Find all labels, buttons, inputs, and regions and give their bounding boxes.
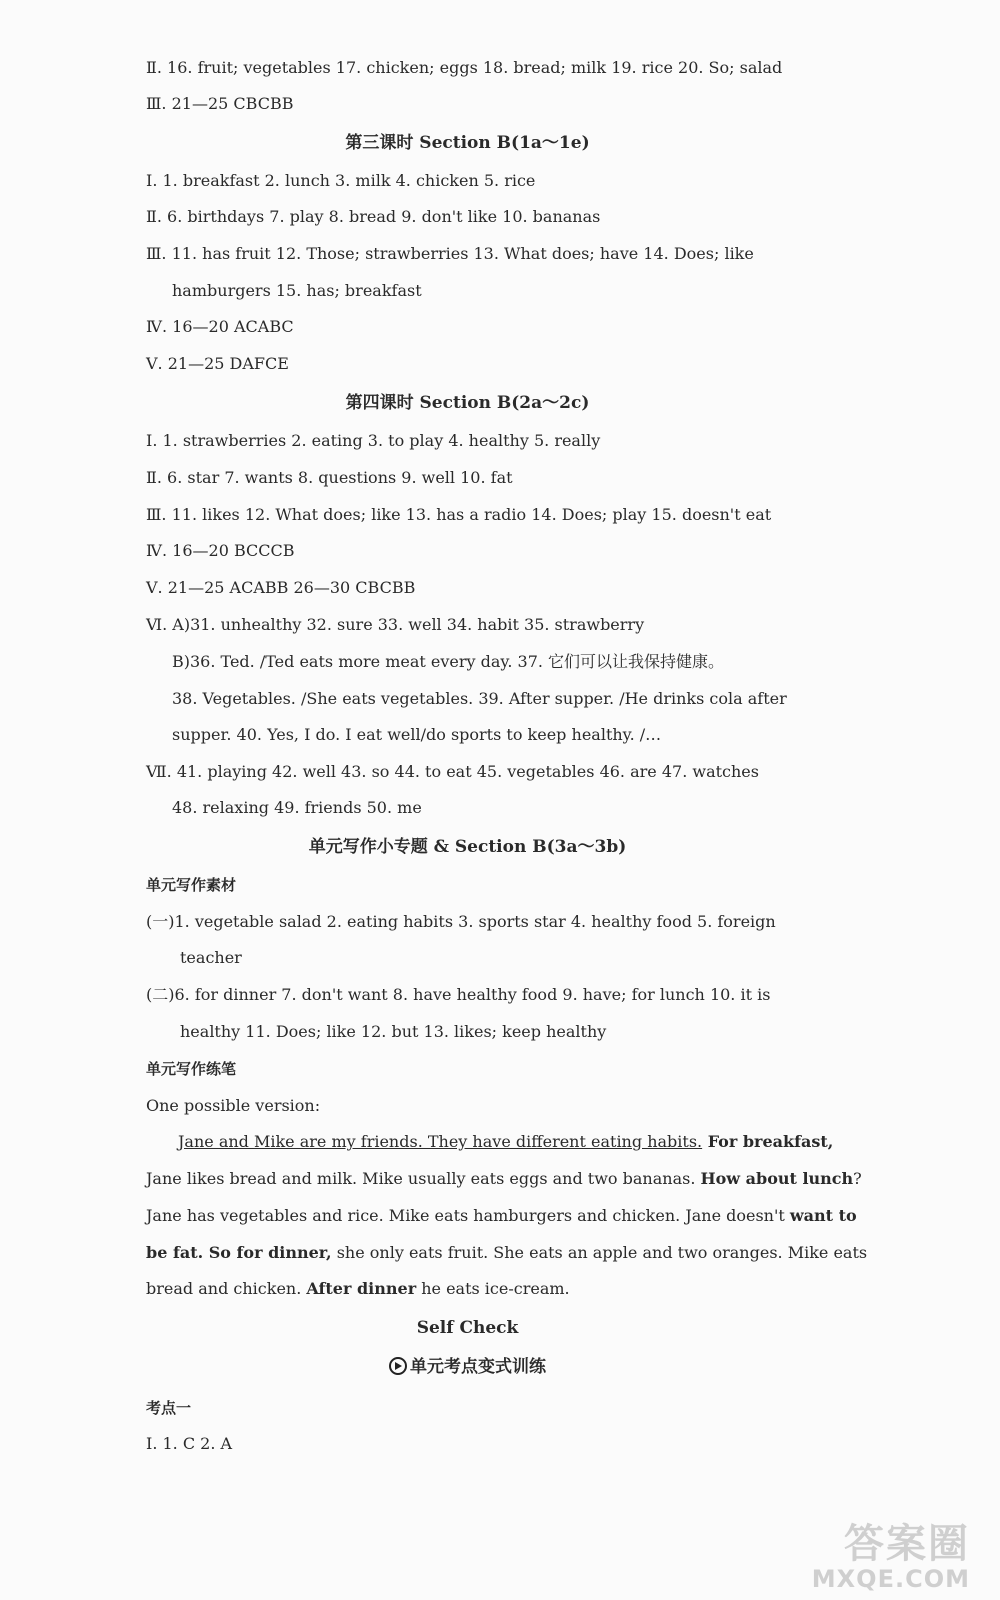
essay-line: [146, 1167, 960, 1191]
answer-line: Ⅰ. 1. C 2. A: [146, 1434, 233, 1453]
subsection-label: 考点一: [146, 1399, 192, 1417]
answer-line: supper. 40. Yes, I do. I eat well/do sports to keep healthy. /…: [172, 725, 662, 744]
answer-line: Ⅴ. 21—25 ACABB 26—30 CBCBB: [146, 578, 416, 597]
bold-phrase: After dinner: [306, 1279, 417, 1298]
subsection-label: 单元写作素材: [146, 876, 237, 894]
essay-text: ?: [853, 1169, 862, 1188]
heading-text: 单元考点变式训练: [410, 1357, 546, 1377]
essay-line: [146, 1277, 960, 1301]
answer-line: Ⅲ. 21—25 CBCBB: [146, 94, 294, 113]
answer-line: hamburgers 15. has; breakfast: [172, 281, 422, 300]
essay-text: Jane likes bread and milk. Mike usually eats eggs and two bananas.: [146, 1169, 701, 1188]
answer-line: One possible version:: [146, 1096, 321, 1115]
answer-line: Ⅳ. 16—20 BCCCB: [146, 541, 295, 560]
answer-line: Ⅰ. 1. breakfast 2. lunch 3. milk 4. chicken 5. rice: [146, 171, 536, 190]
answer-line: 38. Vegetables. /She eats vegetables. 39. After supper. /He drinks cola after: [172, 689, 787, 708]
essay-line: [146, 1241, 960, 1265]
section-heading: 第三课时 Section B(1a～1e): [345, 133, 590, 153]
answer-line: Ⅳ. 16—20 ACABC: [146, 317, 294, 336]
answer-line: (一)1. vegetable salad 2. eating habits 3. sports star 4. healthy food 5. foreign: [146, 912, 776, 931]
section-heading: 单元写作小专题 & Section B(3a～3b): [308, 837, 627, 857]
essay-line: [146, 1204, 960, 1228]
subsection-label: 单元写作练笔: [146, 1060, 237, 1078]
answer-line: Ⅲ. 11. likes 12. What does; like 13. has a radio 14. Does; play 15. doesn't eat: [146, 505, 772, 524]
answer-line: Ⅲ. 11. has fruit 12. Those; strawberries 13. What does; have 14. Does; like: [146, 244, 754, 263]
underlined-sentence: Jane and Mike are my friends. They have different eating habits.: [178, 1132, 703, 1151]
section-heading-with-icon: [0, 1354, 935, 1380]
answer-line: (二)6. for dinner 7. don't want 8. have healthy food 9. have; for lunch 10. it is: [146, 985, 771, 1004]
answer-line: Ⅱ. 16. fruit; vegetables 17. chicken; eggs 18. bread; milk 19. rice 20. So; salad: [146, 58, 783, 77]
answer-line: Ⅴ. 21—25 DAFCE: [146, 354, 289, 373]
essay-text: she only eats fruit. She eats an apple and two oranges. Mike eats: [331, 1243, 868, 1262]
play-circle-icon: [389, 1357, 407, 1375]
essay-text: he eats ice-cream.: [416, 1279, 570, 1298]
answer-line: teacher: [180, 948, 242, 967]
essay-line: [178, 1130, 960, 1154]
bold-phrase: For breakfast,: [702, 1132, 834, 1151]
watermark-top: 答案圈: [844, 1521, 970, 1567]
watermark-logo: [812, 1522, 970, 1592]
answer-line: Ⅵ. A)31. unhealthy 32. sure 33. well 34. habit 35. strawberry: [146, 615, 645, 634]
section-heading: Self Check: [416, 1318, 519, 1338]
section-heading: 第四课时 Section B(2a～2c): [345, 393, 590, 413]
answer-line: healthy 11. Does; like 12. but 13. likes; keep healthy: [180, 1022, 607, 1041]
answer-line: Ⅱ. 6. birthdays 7. play 8. bread 9. don't like 10. bananas: [146, 207, 601, 226]
answer-line: Ⅶ. 41. playing 42. well 43. so 44. to eat 45. vegetables 46. are 47. watches: [146, 762, 759, 781]
essay-text: bread and chicken.: [146, 1279, 307, 1298]
answer-line: Ⅰ. 1. strawberries 2. eating 3. to play 4. healthy 5. really: [146, 431, 601, 450]
answer-line: B)36. Ted. /Ted eats more meat every day. 37. 它们可以让我保持健康。: [172, 652, 725, 671]
answer-line: 48. relaxing 49. friends 50. me: [172, 798, 422, 817]
bold-phrase: want to: [789, 1206, 857, 1225]
bold-phrase: be fat. So for dinner,: [146, 1243, 332, 1262]
answer-line: Ⅱ. 6. star 7. wants 8. questions 9. well 10. fat: [146, 468, 513, 487]
watermark-bottom: MXQE.COM: [811, 1565, 970, 1593]
essay-text: Jane has vegetables and rice. Mike eats hamburgers and chicken. Jane doesn't: [146, 1206, 790, 1225]
bold-phrase: How about lunch: [700, 1169, 854, 1188]
